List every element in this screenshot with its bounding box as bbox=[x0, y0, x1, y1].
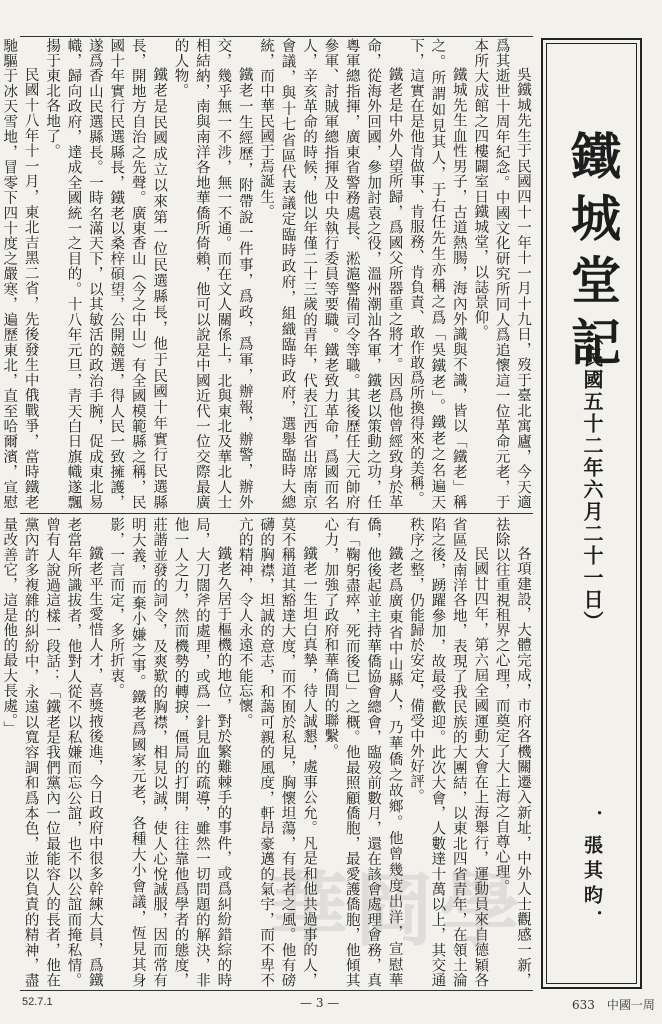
paragraph: 鐵老是民國成立以來第一位民選縣長，他于民國十年實行民選縣長，開地方自治之先聲。廣東香山（今之中山）有全國模範縣之稱，民國十年實行民選縣長，鐵老以桑梓碩望，公開競選，得人民一致擁護，遂爲香山民選縣長。一時名滿天下，以其敏活的政治手腕，促成東北易幟，歸向政府，達成全國統一之目的。十八年元旦，青天白日旗幟遂飄揚于東北各地了。 bbox=[44, 38, 168, 510]
paragraph: 鐵老久居于樞機的地位，對於繁難棘手的事件，或爲糾紛錯綜的時局，大刀闊斧的處理，或爲一針見血的疏導，雖然一切問題的解決，非他一人之力，然而機勢的轉捩，僵局的打開，往往靠他爲學者的態度，莊諧並發的詞令，及爽歎的胸襟，相見以誠，使人心悅誠服，因而常有明大義，而棄小嫌之事。鐵老爲國家元老，各種大小會議，恆見其身影，一言而定，多所折衷。 bbox=[108, 517, 232, 988]
paragraph: 鐵老是中外人望所歸，爲國父所器重之將才。因爲他曾經致身於革命，從海外回國，參加討袁之役，溫州潮汕各軍，鐵老以策動之功，任粵軍總指揮，廣東省警務處長、淞滬警備司令等職。其後歷任大元帥府參軍、討賊軍總指揮及中央執行委員等要職。鐵老致力革命，爲國而名人，辛亥革命的時候，他以年僅二十三歲的青年，代表江西省出席南京會議，與十七省區代表議定臨時政府，組織臨時政府，選舉臨時大總統，而中華民國于焉誕生。 bbox=[258, 38, 403, 510]
paragraph: 民國廿四年，第六屆全國運動大會在上海舉行，運動員來自德穎各省區及南洋各地，表現了我民族的大團結，以東北四省青年，在領土淪陷之後，踴躍參加，故最受歡迎。此次大會，人數達十萬以上，其交通秩序之整，仍能歸於安定，備受中外好評。 bbox=[407, 517, 489, 988]
upper-text-block bbox=[1, 38, 533, 510]
paragraph: 各項建設，大體完成，市府各機關遷入新址，中外人士觀感一新，祛除以往重視租界之心理，而奠定了大上海之自尊心理。 bbox=[493, 517, 531, 988]
bottom-rule bbox=[20, 990, 533, 991]
paragraph: 鐵老爲廣東省中山縣人，乃華僑之故鄉。他曾幾度出洋，宣慰華僑，他後起並主持華僑協會總會，臨歿前數月，還在該會處理會務，真有「鞠躬盡瘁，死而後已」之概。他最照顧僑胞，最愛護僑胞，他傾其心力，加強了政府和華僑間的聯繫。 bbox=[322, 517, 403, 988]
paragraph: 民國十八年十一月，東北吉黑二省，先後發生中俄戰爭，當時鐵老馳驅于冰天雪地，冒零下四十度之嚴寒，遍歷東北，直至哈爾濱，宣慰 bbox=[1, 38, 39, 510]
paragraph: 吳鐵城先生于民國四十一年十一月十九日，歿于臺北寓廬，今天適爲其逝世十周年紀念。中國文化研究所同人爲追懷這一位革命元老，于本所大成館之四樓闢室日鐵城堂，以誌景仰。 bbox=[472, 38, 531, 510]
paragraph: 鐵老一生經歷，附帶說一件事，爲政，爲軍，辦報，辦警，辦外交，幾乎無一不涉，無一不通。而在文人關係上，北與東北及華北人士相結納，南與南洋各地華僑所倚賴，他可以說是中國近代一位交際最廣的人物。 bbox=[172, 38, 253, 510]
footer-date: 52.7.1 bbox=[22, 996, 53, 1008]
article-author: ．張其昀． bbox=[581, 810, 603, 935]
article-title: 鐵城堂記 bbox=[563, 130, 622, 378]
paragraph: 鐵老一生坦白真摯，待人誠懇，處事公允。凡是和他共過事的人，莫不稱道其豁達大度，而不囿於私見，胸懷坦蕩，有長者之風。他有磅礴的胸襟，坦誠的意志，和藹可親的風度，軒昂豪邁的氣宇，而不卑不亢的精神，令人永遠不能忘懷。 bbox=[236, 517, 317, 988]
article-date: （民國五十二年六月二十一日） bbox=[580, 325, 604, 633]
paragraph: 鐵老平生愛惜人才，喜獎掖後進，今日政府中很多幹練大員，爲鐵老當年所識拔者，他對人從不以私嫌而忘公誼，也不以公誼而掩私情。曾有人說過這樣一段話：「鐵老是我們黨內一位最能容人的長者，他在黨內許多複雜的糾紛中，永遠以寬容調和爲本色，並以負責的精神，盡量改善它，這是他的最大長處。」 bbox=[1, 517, 103, 988]
publication-name: 633 中國一周 bbox=[572, 998, 655, 1012]
top-rule bbox=[20, 36, 533, 37]
paragraph: 鐵城先生血性男子，古道熱腸，海內外識與不識，皆以「鐵老」稱之。所謂如見其人，于右任先生亦稱之爲「吳鐵老」。鐵老之名遍天下，這實在是他肯做事、肯服務、肯負責、敢作敢爲所換得來的美稱。 bbox=[407, 38, 467, 510]
watermark-text: 華岡學 bbox=[268, 863, 526, 957]
page-number: — 3 — bbox=[300, 996, 340, 1010]
middle-rule bbox=[20, 513, 533, 514]
